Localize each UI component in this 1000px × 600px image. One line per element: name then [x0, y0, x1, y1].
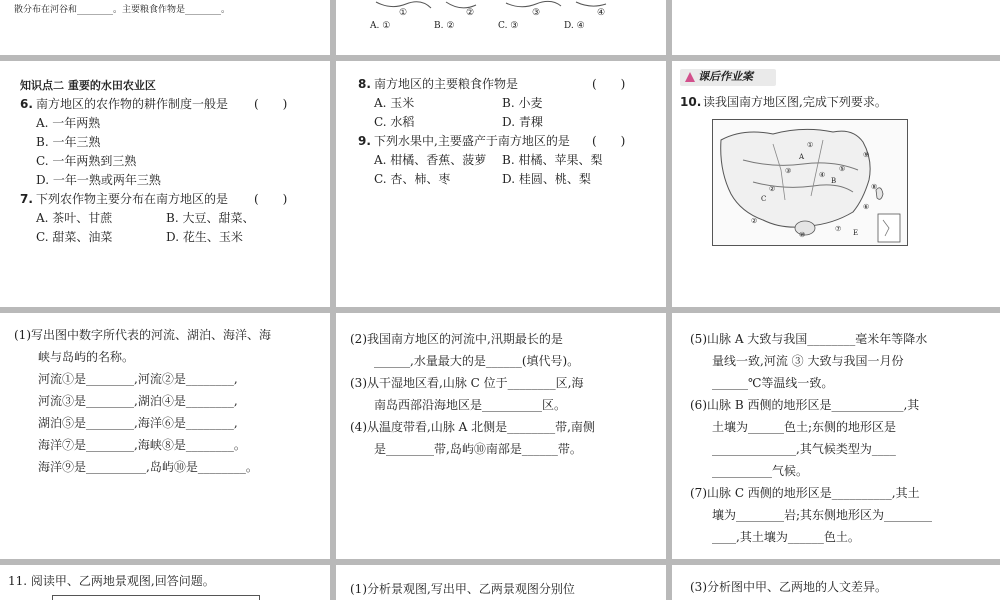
q8-paren: ( ) [592, 77, 626, 91]
q6-stem: 南方地区的农作物的耕作制度一般是 [36, 97, 229, 111]
map-mark-10: ⑩ [799, 231, 806, 239]
answers-left-panel [0, 313, 330, 559]
q8-option-c: C. 水稻 [374, 115, 415, 129]
map-mark-1: ① [807, 141, 814, 149]
map-mark-5: ⑤ [839, 165, 846, 173]
q7-number: 7. [20, 192, 33, 206]
map-mark-4: ④ [819, 171, 826, 179]
q7-option-a: A. 茶叶、甘蔗 [36, 211, 113, 225]
q11-text: 11. 阅读甲、乙两地景观图,回答问题。 [8, 574, 215, 588]
q8-number: 8. [358, 77, 371, 91]
homework-badge [680, 69, 776, 86]
south-china-map [712, 119, 908, 246]
marker-1: ① [399, 8, 408, 18]
option-b: B. ② [434, 21, 455, 31]
answer-line: ______℃等温线一致。 [712, 376, 834, 390]
map-mark-e: E [853, 229, 859, 237]
q6-option-d: D. 一年一熟或两年三熟 [36, 173, 161, 187]
answer-line: 海洋⑦是________,海峡⑧是________。 [38, 438, 246, 452]
answer-line: 海洋⑨是__________,岛屿⑩是________。 [38, 460, 258, 474]
map-mark-a: A [799, 153, 805, 161]
q8-option-b: B. 小麦 [502, 96, 543, 110]
map-mark-8: ⑧ [871, 183, 878, 191]
questions-right-panel [672, 61, 1000, 307]
map-mark-2b: ② [751, 217, 758, 225]
q6-number: 6. [20, 97, 33, 111]
q9-option-a: A. 柑橘、香蕉、菠萝 [374, 153, 487, 167]
q6-paren: ( ) [254, 97, 288, 111]
q7-option-b: B. 大豆、甜菜、 [166, 211, 255, 225]
bottom-right-panel [672, 565, 1000, 600]
answer-line: (5)山脉 A 大致与我国________毫米年等降水 [690, 332, 928, 346]
option-d: D. ④ [564, 21, 585, 31]
marker-3: ③ [532, 8, 541, 18]
option-c: C. ③ [498, 21, 519, 31]
map-mark-2: ② [769, 185, 776, 193]
top-right-panel [672, 0, 1000, 55]
questions-mid-panel [336, 61, 666, 307]
q7-paren: ( ) [254, 192, 288, 206]
questions-left-panel [0, 61, 330, 307]
q10-number: 10. [680, 95, 702, 109]
answer-line: (2)我国南方地区的河流中,汛期最长的是 [350, 332, 563, 346]
answer-line: ______,水量最大的是______(填代号)。 [374, 354, 580, 368]
bottom-mid-text: (1)分析景观图,写出甲、乙两景观图分别位 [350, 582, 575, 596]
q6-option-b: B. 一年三熟 [36, 135, 101, 149]
answer-line: (6)山脉 B 西侧的地形区是____________,其 [690, 398, 920, 412]
answer-line: (4)从温度带看,山脉 A 北侧是________带,南侧 [350, 420, 595, 434]
answer-line: 量线一致,河流 ③ 大致与我国一月份 [712, 354, 904, 368]
map-mark-9: ⑨ [863, 151, 870, 159]
answer-line: 土壤为______色土;东侧的地形区是 [712, 420, 897, 434]
q10-text: 读我国南方地区图,完成下列要求。 [703, 95, 887, 109]
q7-option-d: D. 花生、玉米 [166, 230, 243, 244]
q8-option-d: D. 青稞 [502, 115, 543, 129]
answer-line: ____,其土壤为______色土。 [712, 530, 860, 544]
top-left-panel [0, 0, 330, 55]
answer-line: (3)从干湿地区看,山脉 C 位于________区,海 [350, 376, 584, 390]
q6-option-a: A. 一年两熟 [36, 116, 101, 130]
answer-line: __________气候。 [712, 464, 809, 478]
q9-option-d: D. 桂圆、桃、梨 [502, 172, 591, 186]
answer-line: (1)写出图中数字所代表的河流、湖泊、海洋、海 [14, 328, 271, 342]
map-outline-figure [713, 120, 907, 245]
top-left-text: 散分布在河谷和________。主要粮食作物是________。 [14, 5, 231, 15]
q8-stem: 南方地区的主要粮食作物是 [374, 77, 519, 91]
landscape-figure-frame [52, 595, 260, 600]
answer-line: 峡与岛屿的名称。 [38, 350, 135, 364]
marker-4: ④ [597, 8, 606, 18]
map-mark-7: ⑦ [835, 225, 842, 233]
bookmark-icon [683, 70, 697, 84]
map-mark-6: ⑥ [863, 203, 870, 211]
section-heading: 知识点二 重要的水田农业区 [20, 79, 156, 92]
homework-badge-label: 课后作业案 [698, 70, 753, 83]
marker-2: ② [466, 8, 475, 18]
q9-option-b: B. 柑橘、苹果、梨 [502, 153, 603, 167]
bottom-right-text: (3)分析图中甲、乙两地的人文差异。 [690, 580, 887, 594]
bottom-mid-panel [336, 565, 666, 600]
q9-stem: 下列水果中,主要盛产于南方地区的是 [374, 134, 570, 148]
map-mark-b: B [831, 177, 837, 185]
answer-line: 南岛西部沿海地区是__________区。 [374, 398, 567, 412]
map-mark-3: ③ [785, 167, 792, 175]
option-a: A. ① [370, 21, 391, 31]
q8-option-a: A. 玉米 [374, 96, 415, 110]
answers-right-panel [672, 313, 1000, 559]
answer-line: 壤为________岩;其东侧地形区为________ [712, 508, 933, 522]
map-mark-c: C [761, 195, 767, 203]
bottom-left-panel [0, 565, 330, 600]
answer-line: (7)山脉 C 西侧的地形区是__________,其土 [690, 486, 920, 500]
q9-paren: ( ) [592, 134, 626, 148]
answer-line: 河流①是________,河流②是________, [38, 372, 238, 386]
answer-line: 河流③是________,湖泊④是________, [38, 394, 238, 408]
q7-option-c: C. 甜菜、油菜 [36, 230, 113, 244]
top-mid-panel [336, 0, 666, 55]
answer-line: 是________带,岛屿⑩南部是______带。 [374, 442, 582, 456]
q9-option-c: C. 杏、柿、枣 [374, 172, 451, 186]
q9-number: 9. [358, 134, 371, 148]
q6-option-c: C. 一年两熟到三熟 [36, 154, 137, 168]
answer-line: 湖泊⑤是________,海洋⑥是________, [38, 416, 238, 430]
answer-line: ______________,其气候类型为____ [712, 442, 896, 456]
q7-stem: 下列农作物主要分布在南方地区的是 [36, 192, 229, 206]
answers-mid-panel [336, 313, 666, 559]
